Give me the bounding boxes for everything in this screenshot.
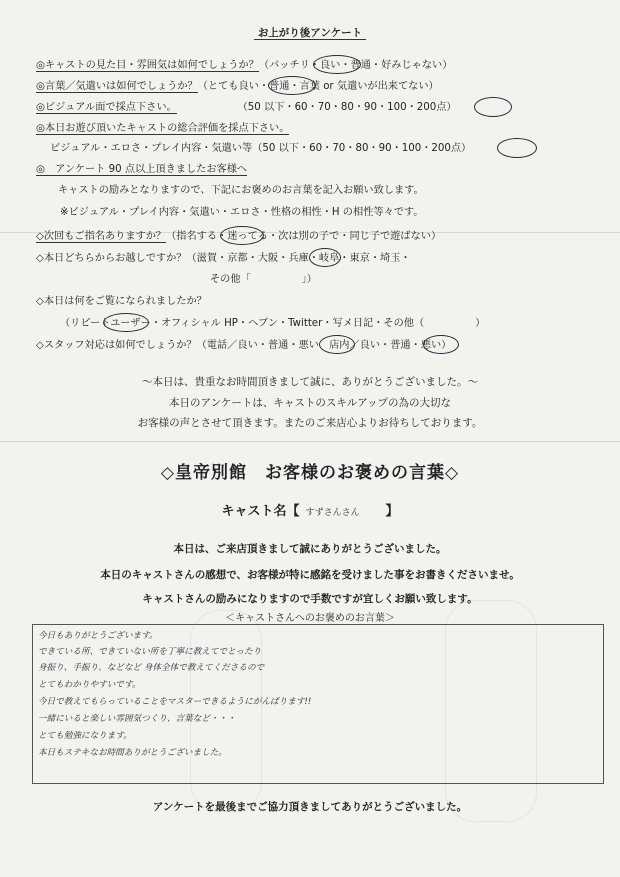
- praise-box-caption: ＜キャストさんへのお褒めのお言葉＞: [225, 613, 395, 624]
- encourage-line: キャストさんの励みになりますので手数ですが宜しくお願い致します。: [142, 593, 478, 605]
- question-origin: ◇本日どちらからお越しですか？（滋賀・京都・大阪・兵庫・岐阜・東京・埼玉・: [36, 253, 411, 264]
- question-manners: ◎言葉／気遣いは如何でしょうか？（とても良い・普通・言葉 or 気遣いが出来てない）: [36, 81, 439, 92]
- question-staff: ◇スタッフ対応は如何でしょうか？（電話／良い・普通・悪い 店内／良い・普通・悪い）: [36, 340, 452, 351]
- question-source: ◇本日は何をご覧になられましたか？: [36, 296, 207, 307]
- source-options: （リピートユーザー・オフィシャル HP・ヘブン・Twitter・写メ日記・その他（ ）: [60, 318, 486, 329]
- closing-message: 本日のアンケートは、キャストのスキルアップの為の大切な: [168, 397, 452, 409]
- handwritten-line: 今日で教えてもらっていることをマスターできるようにがんばります!!: [38, 697, 312, 707]
- praise-request-line2: ※ビジュアル・プレイ内容・気遣い・エロさ・性格の相性・H の相性等々です。: [60, 207, 424, 218]
- origin-other: その他「 」）: [210, 274, 317, 285]
- cast-name-row: キャスト名【 すずさんさん 】: [221, 504, 399, 519]
- overall-score-options: ビジュアル・エロさ・プレイ内容・気遣い等（50 以下・60・70・80・90・100・200点）: [50, 143, 472, 154]
- survey-title: お上がり後アンケート: [0, 25, 620, 40]
- question-visual-score: ◎ビジュアル面で採点下さい。 （50 以下・60・70・80・90・100・200点）: [36, 102, 457, 113]
- handwritten-line: とてもわかりやすいです。: [38, 680, 141, 690]
- handwritten-line: 身振り、手振り、などなど 身体全体で教えてくださるので: [38, 663, 265, 673]
- handwritten-line: とても勉強になります。: [38, 731, 132, 741]
- question-overall-score: ◎本日お遊び頂いたキャストの総合評価を採点下さい。: [36, 123, 290, 134]
- praise-request-line1: キャストの励みとなりますので、下記にお褒めのお言葉を記入お願い致します。: [58, 185, 424, 196]
- closing-message: お客様の声とさせて頂きます。またのご来店心よりお待ちしております。: [137, 417, 483, 429]
- footer-thanks: アンケートを最後までご協力頂きましてありがとうございました。: [152, 801, 468, 813]
- cast-name-handwritten: すずさんさん: [305, 508, 360, 518]
- closing-message: ～本日は、貴重なお時間頂きまして誠に、ありがとうございました。～: [142, 376, 478, 388]
- handwritten-line: できている所、できていない所を丁寧に教えてでとったり: [38, 647, 262, 657]
- praise-section-title: ◇皇帝別館 お客様のお褒めの言葉◇: [160, 463, 460, 483]
- request-line: 本日のキャストさんの感想で、お客様が特に感銘を受けました事をお書きくださいませ。: [100, 569, 520, 581]
- question-next-nomination: ◇次回もご指名ありますか？（指名する・迷ってる・次は別の子で・同じ子で遊ばない）: [36, 231, 442, 242]
- handwritten-line: 今日もありがとうございます。: [38, 631, 158, 641]
- thanks-line: 本日は、ご来店頂きまして誠にありがとうございました。: [173, 543, 447, 555]
- handwritten-line: 本日もステキなお時間ありがとうございました。: [38, 748, 227, 758]
- question-appearance: ◎キャストの見た目・雰囲気は如何でしょうか？（バッチリ・良い・普通・好みじゃない）: [36, 60, 453, 71]
- handwritten-line: 一緒にいると楽しい雰囲気つくり、言葉など・・・: [38, 714, 236, 724]
- fold-line: [0, 441, 620, 442]
- question-praise-request: ◎ アンケート 90 点以上頂きましたお客様へ: [36, 164, 248, 175]
